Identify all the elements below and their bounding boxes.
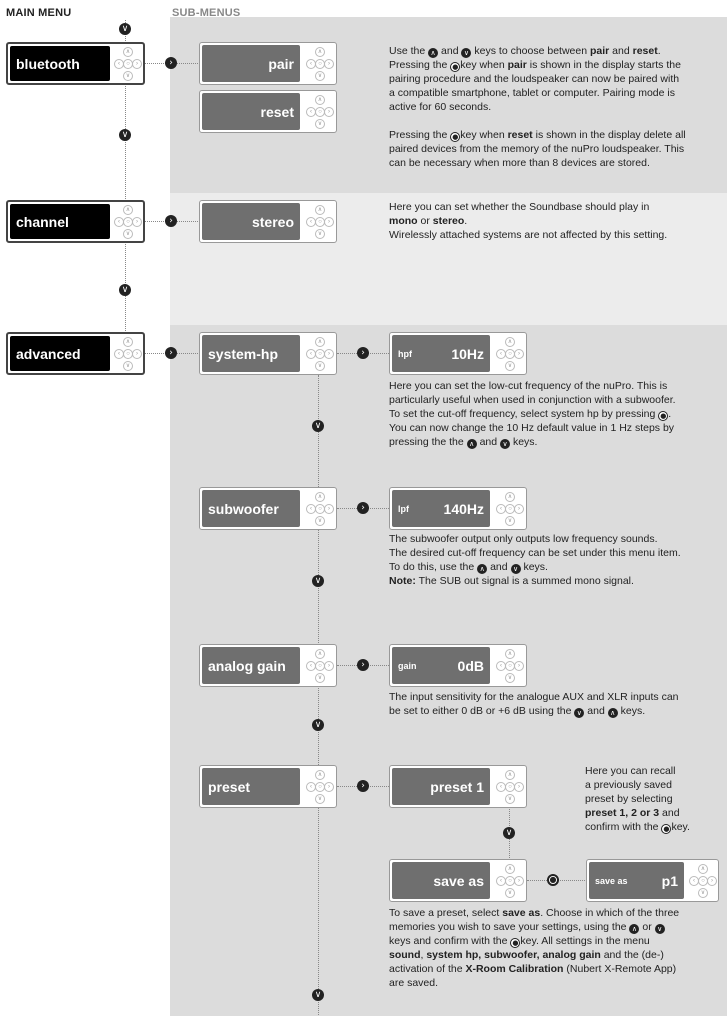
down-key-icon: ∨ bbox=[461, 48, 471, 58]
navigation-pad-icon: ∧ ‹ ○ › ∨ bbox=[306, 492, 332, 526]
sub-menu-system-hp[interactable] bbox=[199, 332, 337, 375]
ok-key-icon: ● bbox=[663, 825, 670, 833]
navigation-pad-icon: ∧ ‹ ○ › ∨ bbox=[496, 864, 522, 898]
down-arrow-icon: ∨ bbox=[119, 129, 131, 141]
ok-key-icon: ● bbox=[512, 939, 519, 947]
gain-value-display[interactable] bbox=[389, 644, 527, 687]
sub-menu-stereo[interactable] bbox=[199, 200, 337, 243]
save-as-display[interactable] bbox=[389, 859, 527, 902]
right-arrow-icon: › bbox=[357, 659, 369, 671]
down-arrow-icon: ∨ bbox=[119, 284, 131, 296]
sub-menu-subwoofer[interactable] bbox=[199, 487, 337, 530]
navigation-pad-icon: ∧ ‹ ○ › ∨ bbox=[306, 47, 332, 81]
right-arrow-icon: › bbox=[165, 347, 177, 359]
save-slot-display[interactable] bbox=[586, 859, 719, 902]
navigation-pad-icon: ∧ ‹ ○ › ∨ bbox=[306, 205, 332, 239]
bluetooth-description: Use the ∧ and ∨ keys to choose between pair and reset. Pressing the ● key when pair is shown in the display starts the pairing procedure and the loudspeaker can now be paired with a compatible smartphone, tablet or computer. Pairing mode is active for 60 seconds. Pressing the ● key when reset is shown in the display delete all paired devices from the memory of the nuPro loudspeaker. This can be necessary when more than 8 devices are stored. bbox=[389, 45, 686, 169]
advanced-flow-line bbox=[318, 375, 319, 1015]
navigation-pad-icon: ∧ ‹ ○ › ∨ bbox=[114, 205, 140, 239]
navigation-pad-icon: ∧ ‹ ○ › ∨ bbox=[306, 649, 332, 683]
display: gain 0dB bbox=[392, 647, 490, 684]
lpf-value-display[interactable] bbox=[389, 487, 527, 530]
down-key-icon: ∨ bbox=[500, 439, 510, 449]
system-hp-description: Here you can set the low-cut frequency of the nuPro. This is particularly useful when used in conjunction with a subwoofer. To set the cut-off frequency, select system hp by pressing ● . You can now change the 10 Hz default value in 1 Hz steps by pressing the the ∧ and ∨ keys. bbox=[389, 380, 676, 448]
display: subwoofer bbox=[202, 490, 300, 527]
navigation-pad-icon: ∧ ‹ ○ › ∨ bbox=[689, 864, 715, 898]
display: save as bbox=[392, 862, 490, 899]
navigation-pad-icon: ∧ ‹ ○ › ∨ bbox=[114, 47, 140, 81]
sub-menus-header: SUB-MENUS bbox=[172, 7, 241, 19]
down-arrow-icon: ∨ bbox=[312, 989, 324, 1001]
preset-value-display[interactable] bbox=[389, 765, 527, 808]
down-arrow-icon: ∨ bbox=[312, 719, 324, 731]
navigation-pad-icon: ∧ ‹ ○ › ∨ bbox=[306, 95, 332, 129]
display: save as p1 bbox=[589, 862, 684, 899]
down-arrow-icon: ∨ bbox=[312, 420, 324, 432]
up-key-icon: ∧ bbox=[477, 564, 487, 574]
channel-description: Here you can set whether the Soundbase should play in mono or stereo. Wirelessly attached systems are not affected by this setting. bbox=[389, 201, 668, 241]
display: preset 1 bbox=[392, 768, 490, 805]
navigation-pad-icon: ∧ ‹ ○ › ∨ bbox=[496, 649, 522, 683]
analog-gain-description: The input sensitivity for the analogue AUX and XLR inputs can be set to either 0 dB or +6 dB using the ∨ and ∧ keys. bbox=[389, 691, 679, 717]
down-arrow-icon: ∨ bbox=[312, 575, 324, 587]
sub-menu-preset[interactable] bbox=[199, 765, 337, 808]
down-key-icon: ∨ bbox=[511, 564, 521, 574]
navigation-pad-icon: ∧ ‹ ○ › ∨ bbox=[496, 337, 522, 371]
display: system-hp bbox=[202, 335, 300, 372]
main-menu-channel[interactable] bbox=[6, 200, 145, 243]
navigation-pad-icon: ∧ ‹ ○ › ∨ bbox=[306, 770, 332, 804]
navigation-pad-icon: ∧ ‹ ○ › ∨ bbox=[114, 337, 140, 371]
down-arrow-icon: ∨ bbox=[503, 827, 515, 839]
display: advanced bbox=[10, 336, 110, 371]
navigation-pad-icon: ∧ ‹ ○ › ∨ bbox=[496, 492, 522, 526]
ok-key-icon: ● bbox=[660, 412, 667, 420]
right-arrow-icon: › bbox=[357, 347, 369, 359]
display: pair bbox=[202, 45, 300, 82]
up-key-icon: ∧ bbox=[608, 708, 618, 718]
hpf-value-display[interactable] bbox=[389, 332, 527, 375]
navigation-pad-icon: ∧ ‹ ○ › ∨ bbox=[306, 337, 332, 371]
down-key-icon: ∨ bbox=[574, 708, 584, 718]
display: hpf 10Hz bbox=[392, 335, 490, 372]
down-arrow-icon: ∨ bbox=[119, 23, 131, 35]
ok-key-icon: ● bbox=[452, 63, 459, 71]
subwoofer-description: The subwoofer output only outputs low frequency sounds. The desired cut-off frequency can be set under this menu item. To do this, use the ∧ and ∨ keys. Note: The SUB out signal is a summed mono signal. bbox=[389, 533, 681, 587]
right-arrow-icon: › bbox=[165, 215, 177, 227]
display: preset bbox=[202, 768, 300, 805]
display: reset bbox=[202, 93, 300, 130]
display: stereo bbox=[202, 203, 300, 240]
display: analog gain bbox=[202, 647, 300, 684]
right-arrow-icon: › bbox=[165, 57, 177, 69]
up-key-icon: ∧ bbox=[629, 924, 639, 934]
sub-menu-reset[interactable] bbox=[199, 90, 337, 133]
up-key-icon: ∧ bbox=[467, 439, 477, 449]
right-arrow-icon: › bbox=[357, 502, 369, 514]
main-menu-header: MAIN MENU bbox=[6, 7, 72, 19]
preset-save-description: To save a preset, select save as. Choose in which of the three memories you wish to save your settings, using the ∧ or ∨ keys and confirm with the ● key. All settings in the menu sound, system hp, subwoofer, analog gain and the (de-) activation of the X-Room Calibration (Nubert X-Remote App) are saved. bbox=[389, 907, 680, 989]
down-key-icon: ∨ bbox=[655, 924, 665, 934]
display: channel bbox=[10, 204, 110, 239]
up-key-icon: ∧ bbox=[428, 48, 438, 58]
navigation-pad-icon: ∧ ‹ ○ › ∨ bbox=[496, 770, 522, 804]
main-menu-bluetooth[interactable] bbox=[6, 42, 145, 85]
display: lpf 140Hz bbox=[392, 490, 490, 527]
display: bluetooth bbox=[10, 46, 110, 81]
preset-side-description: Here you can recall a previously saved preset by selecting preset 1, 2 or 3 and confirm with the ● key. bbox=[585, 765, 690, 833]
sub-menu-pair[interactable] bbox=[199, 42, 337, 85]
ok-key-icon: ● bbox=[452, 133, 459, 141]
ok-key-icon: ● bbox=[547, 874, 559, 886]
right-arrow-icon: › bbox=[357, 780, 369, 792]
sub-menu-analog-gain[interactable] bbox=[199, 644, 337, 687]
main-menu-advanced[interactable] bbox=[6, 332, 145, 375]
